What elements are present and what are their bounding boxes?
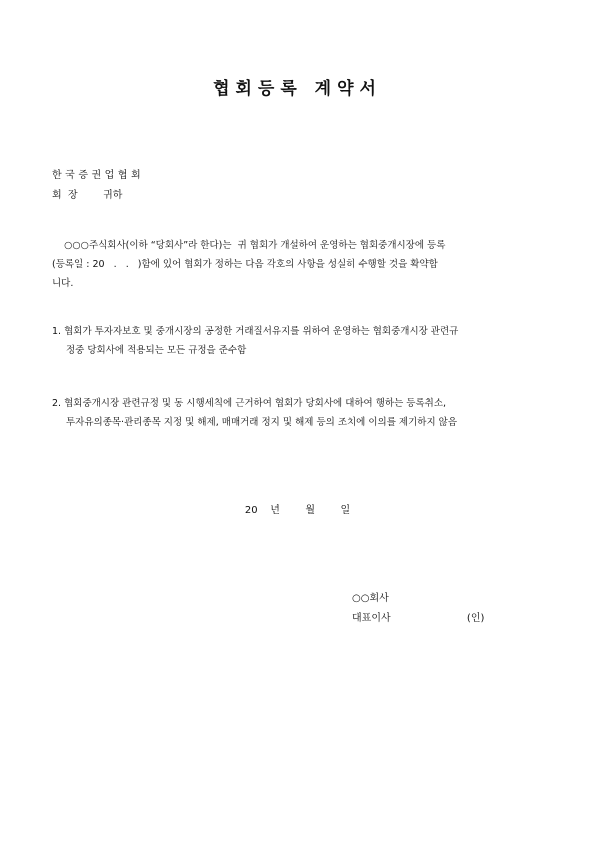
date-line: 20 년 월 일 bbox=[244, 505, 351, 516]
document-title: 협회등록 계약서 bbox=[213, 79, 382, 99]
clause-2-line: 투자유의종목·관리종목 지정 및 해제, 매매거래 정지 및 해제 등의 조치에 이의를 제기하지 않음 bbox=[66, 417, 458, 428]
addressee-position: 회 장 귀하 bbox=[52, 190, 123, 201]
clause-2-line: 2. 협회중개시장 관련규정 및 동 시행세칙에 근거하여 협회가 당회사에 대하여 행하는 등록취소, bbox=[52, 398, 447, 409]
intro-line: 니다. bbox=[52, 278, 74, 289]
clause-1-line: 1. 협회가 투자자보호 및 중개시장의 공정한 거래질서유지를 위하여 운영하는 협회중개시장 관련규 bbox=[52, 326, 459, 337]
intro-line: (등록일 : 20 . . )함에 있어 협회가 정하는 다음 각호의 사항을 성실히 수행할 것을 확약합 bbox=[52, 259, 438, 270]
clause-1 bbox=[52, 322, 546, 360]
signature-company: ○○회사 bbox=[352, 593, 389, 604]
intro-line: ○○○주식회사(이하 “당회사”라 한다)는 귀 협회가 개설하여 운영하는 협회중개시장에 등록 bbox=[52, 240, 446, 251]
addressee-block bbox=[52, 166, 144, 206]
clause-1-line: 정중 당회사에 적용되는 모든 규정을 준수함 bbox=[66, 345, 247, 356]
addressee-organization: 한국증권업협회 bbox=[52, 170, 145, 181]
clause-2 bbox=[52, 394, 546, 432]
signature-block bbox=[352, 589, 484, 629]
intro-paragraph bbox=[52, 236, 546, 293]
signature-representative: 대표이사 (인) bbox=[352, 613, 485, 624]
